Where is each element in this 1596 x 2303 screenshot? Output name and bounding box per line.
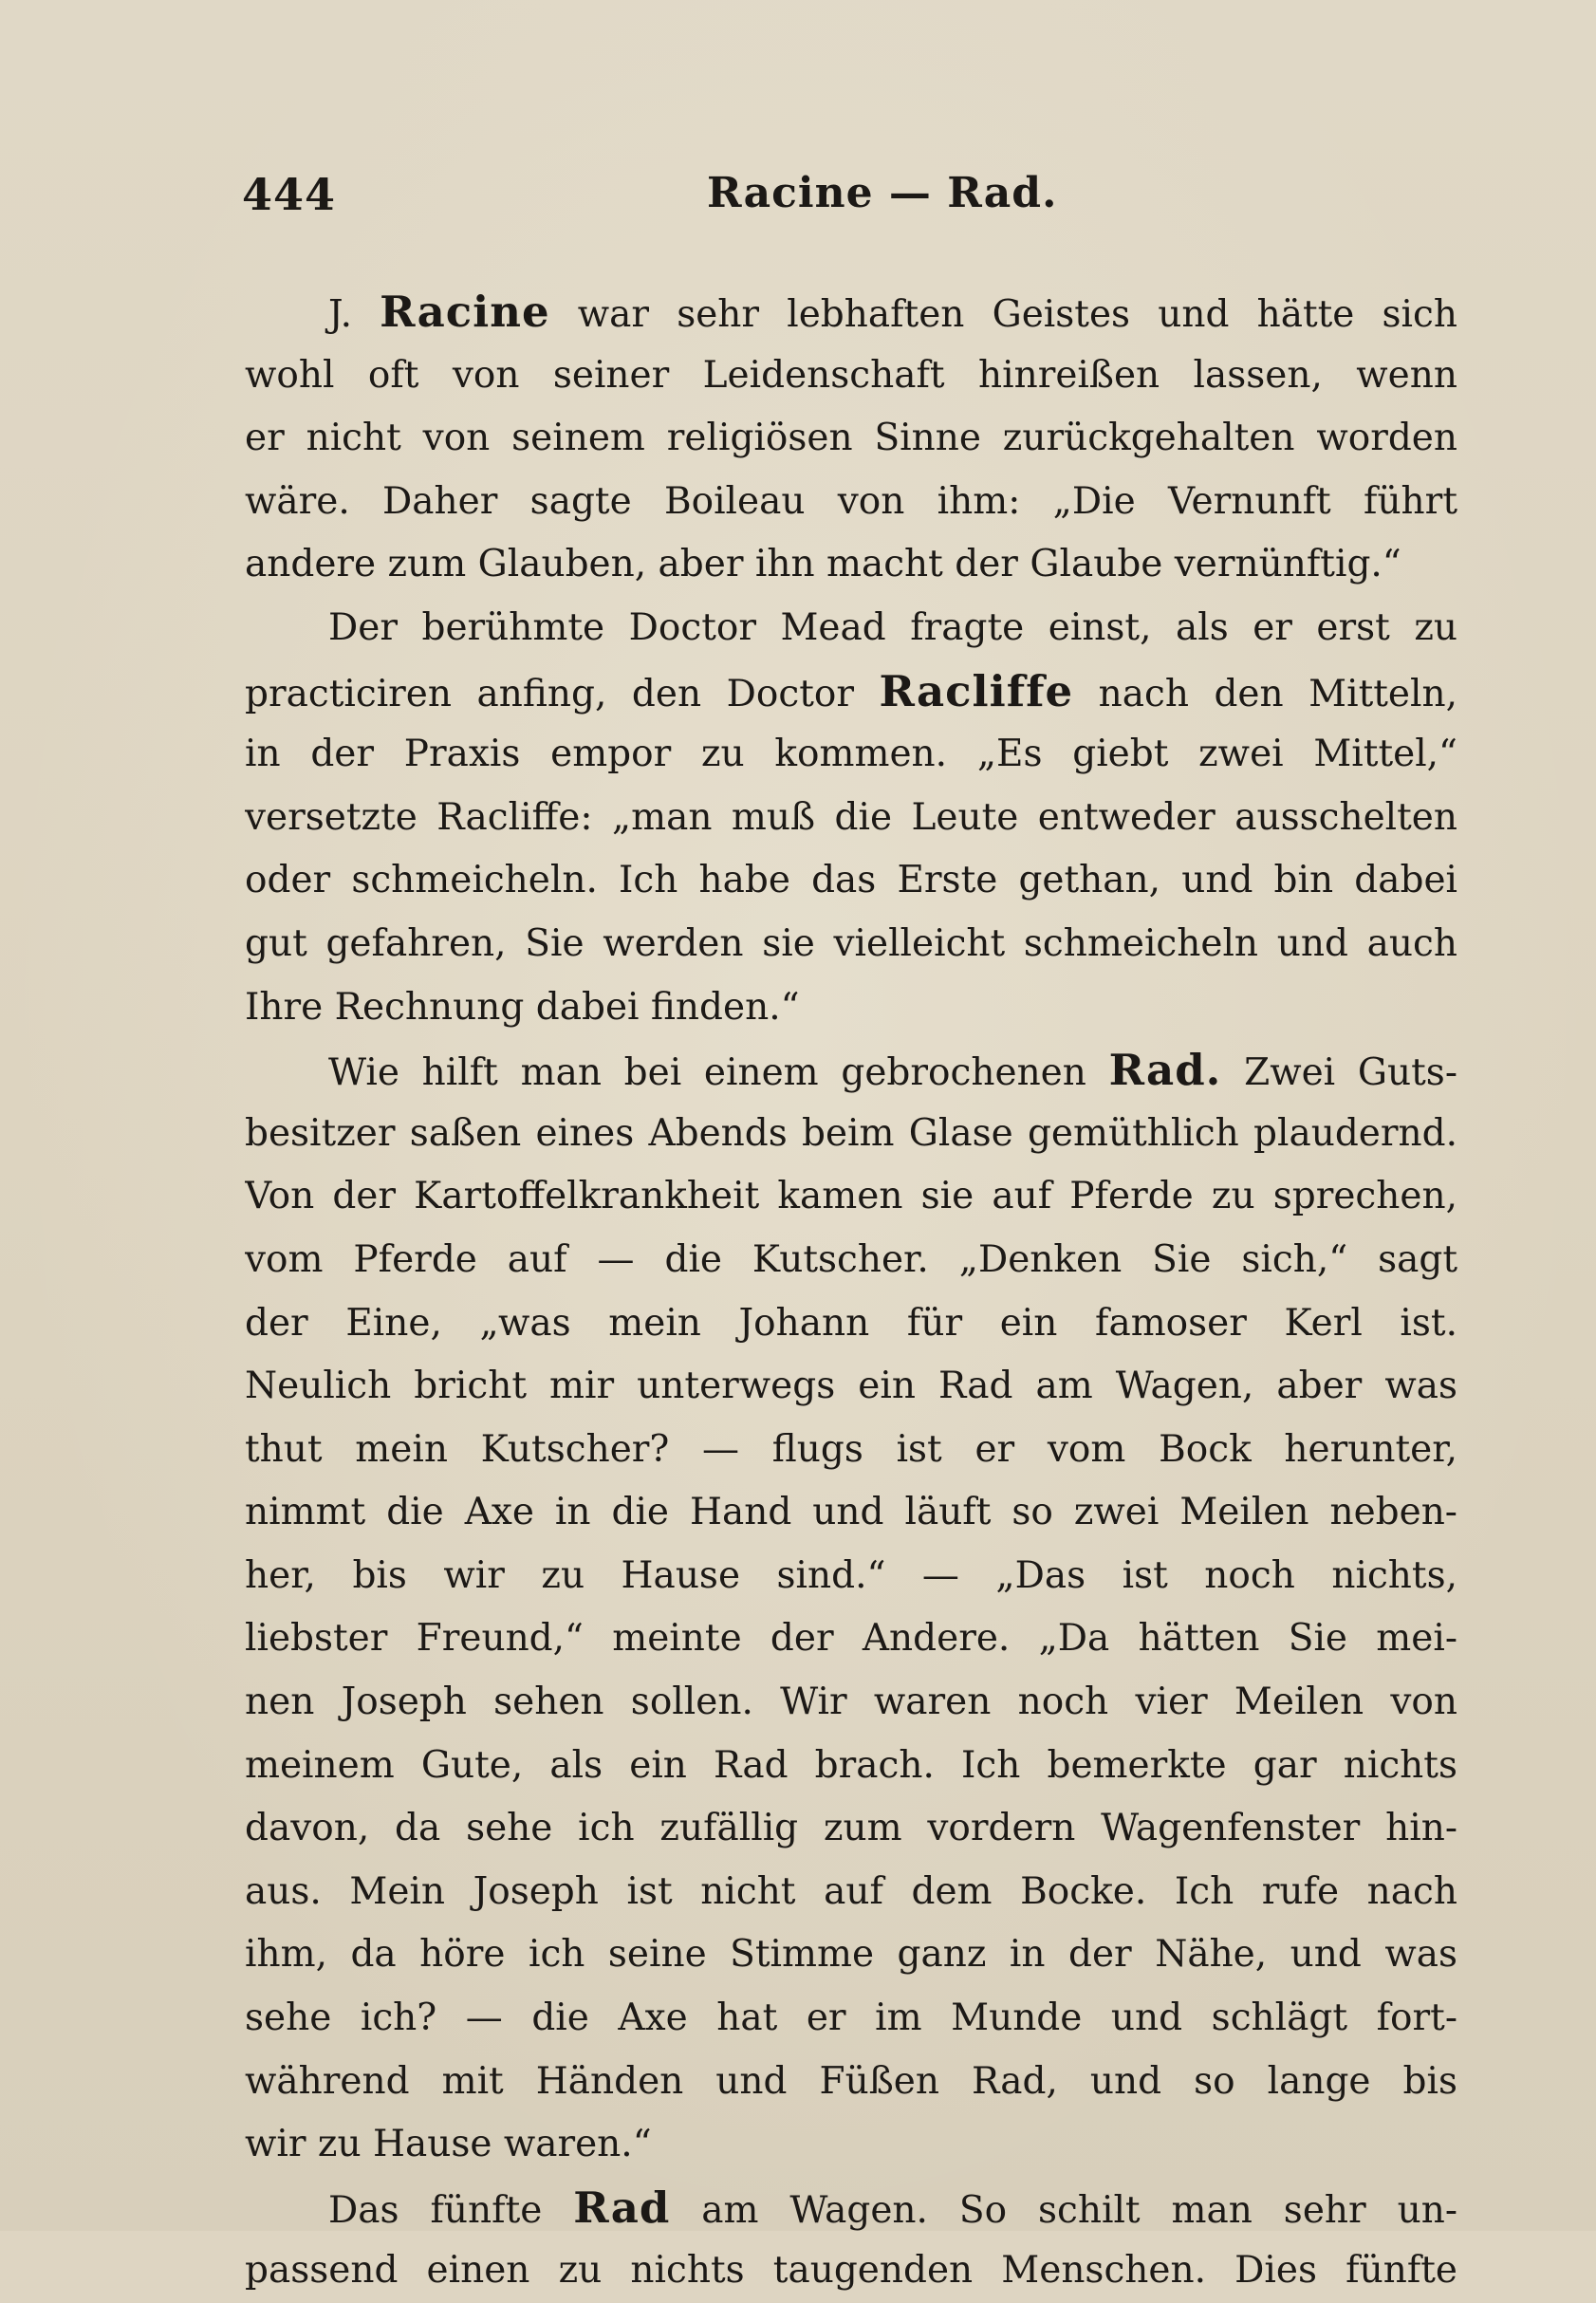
keyword-racliffe: Racliffe [879, 665, 1074, 716]
text-line: Das fünfte Rad am Wagen. So schilt man sehr un- [328, 2182, 1457, 2233]
text-line: passend einen zu nichts taugenden Menschen. Dies fünfte [245, 2249, 1457, 2293]
text-line: thut mein Kutscher? — flugs ist er vom Bock herunter, [245, 1427, 1457, 1471]
text-line: practiciren anfing, den Doctor Racliffe nach den Mitteln, [245, 665, 1457, 716]
text-line: nen Joseph sehen sollen. Wir waren noch vier Meilen von [245, 1681, 1457, 1724]
text-line: wäre. Daher sagte Boileau von ihm: „Die Vernunft führt [245, 479, 1457, 523]
text-line: davon, da sehe ich zufällig zum vordern Wagenfenster hin- [245, 1807, 1457, 1850]
text-line: Neulich bricht mir unterwegs ein Rad am Wagen, aber was [245, 1365, 1457, 1408]
page-header [242, 169, 1452, 235]
running-head: Racine — Rad. [707, 169, 1058, 217]
keyword-rad-2: Rad [573, 2182, 671, 2233]
text-line: ihm, da höre ich seine Stimme ganz in der Nähe, und was [245, 1933, 1457, 1977]
keyword-rad: Rad. [1108, 1045, 1222, 1096]
text-line: wohl oft von seiner Leidenschaft hinreißen lassen, wenn [245, 353, 1457, 397]
text-line: aus. Mein Joseph ist nicht auf dem Bocke. Ich rufe nach [245, 1869, 1457, 1913]
text-line: J. Racine war sehr lebhaften Geistes und hätte sich [328, 287, 1457, 337]
text-line: her, bis wir zu Hause sind.“ — „Das ist noch nichts, [245, 1553, 1457, 1597]
text-line: besitzer saßen eines Abends beim Glase gemüthlich plaudernd. [245, 1111, 1457, 1155]
text-line: andere zum Glauben, aber ihn macht der Glaube vernünftig.“ [245, 543, 1401, 586]
text-line: Ihre Rechnung dabei finden.“ [245, 985, 800, 1029]
page-number: 444 [242, 169, 337, 220]
body-text [245, 281, 1457, 2303]
text-line: vom Pferde auf — die Kutscher. „Denken Sie sich,“ sagt [245, 1237, 1457, 1281]
keyword-racine: Racine [380, 287, 550, 337]
text-line: in der Praxis empor zu kommen. „Es giebt zwei Mittel,“ [245, 733, 1457, 776]
text-line: Wie hilft man bei einem gebrochenen Rad. Zwei Guts- [328, 1045, 1457, 1096]
text-line: wir zu Hause waren.“ [245, 2123, 652, 2166]
text-line: versetzte Racliffe: „man muß die Leute entweder ausschelten [245, 795, 1457, 839]
text-line: er nicht von seinem religiösen Sinne zurückgehalten worden [245, 417, 1457, 460]
text-line: oder schmeicheln. Ich habe das Erste gethan, und bin dabei [245, 859, 1457, 902]
text-line: Der berühmte Doctor Mead fragte einst, als er erst zu [328, 605, 1457, 649]
text-line: liebster Freund,“ meinte der Andere. „Da hätten Sie mei- [245, 1617, 1457, 1661]
text-line: meinem Gute, als ein Rad brach. Ich bemerkte gar nichts [245, 1743, 1457, 1787]
text-line: der Eine, „was mein Johann für ein famoser Kerl ist. [245, 1301, 1457, 1345]
text-line: gut gefahren, Sie werden sie vielleicht schmeicheln und auch [245, 921, 1457, 965]
text-line: während mit Händen und Füßen Rad, und so lange bis [245, 2059, 1457, 2103]
text-line: sehe ich? — die Axe hat er im Munde und schlägt fort- [245, 1997, 1457, 2040]
text-line: Von der Kartoffelkrankheit kamen sie auf Pferde zu sprechen, [245, 1175, 1457, 1218]
text-line: nimmt die Axe in die Hand und läuft so zwei Meilen neben- [245, 1491, 1457, 1534]
